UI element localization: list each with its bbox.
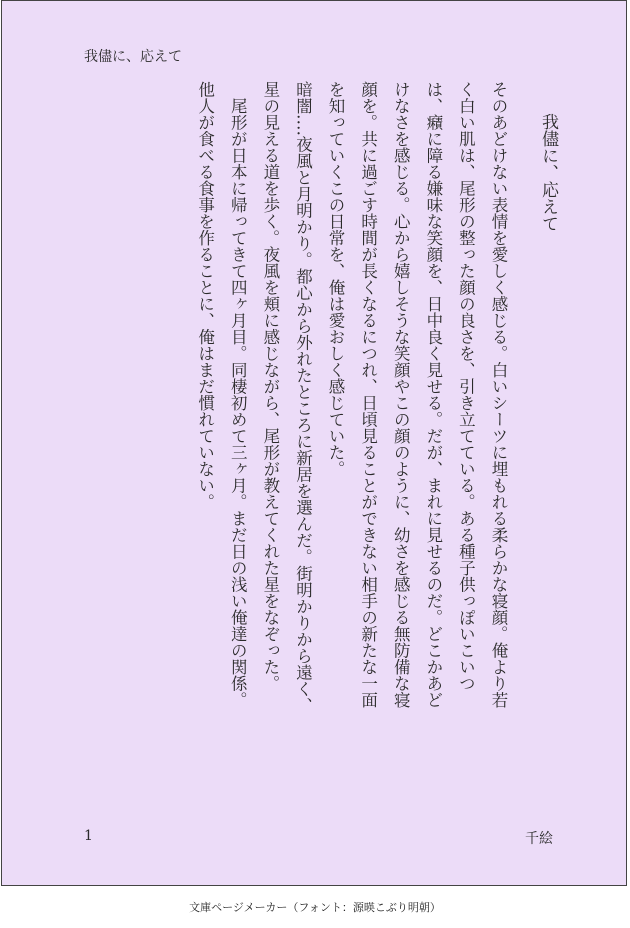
paragraph: そのあどけない表情を愛しく感じる。白いシーツに埋もれる柔らかな寝顔。俺より若く白い肌は、尾形の整った顔の良さを、引き立てている。ある種子供っぽいこいつは、癪に障る嫌味な笑顔を、日中良く見せる。だが、まれに見せるのだ。どこかあどけなさを感じる。心から嬉しそうな笑顔やこの顔のように、幼さを感じる無防備な寝顔を。共に過ごす時間が長くなるにつれ、日頃見ることができない相手の新たな一面を知っていくこの日常を、俺は愛おしく感じていた。 (326, 81, 508, 708)
footer-credit: 文庫ページメーカー（フォント：源暎こぶり明朝） (189, 901, 441, 914)
page-number: 1 (84, 828, 93, 844)
running-head: 我儘に、応えて (84, 49, 182, 65)
chapter-title: 我儘に、応えて (538, 113, 558, 232)
paragraph: 尾形が日本に帰ってきて四ヶ月目。同棲初めて三ヶ月。まだ日の浅い俺達の関係。他人が食べる食事を作ることに、俺はまだ慣れていない。 (195, 81, 248, 708)
author-name: 千絵 (525, 831, 553, 847)
body-text (188, 81, 514, 721)
book-page (1, 0, 627, 886)
paragraph: 暗闇‥‥夜風と月明かり。都心から外れたところに新居を選んだ。街明かりから遠く、星の見える道を歩く。夜風を頬に感じながら、尾形が教えてくれた星をなぞった。 (260, 81, 313, 714)
